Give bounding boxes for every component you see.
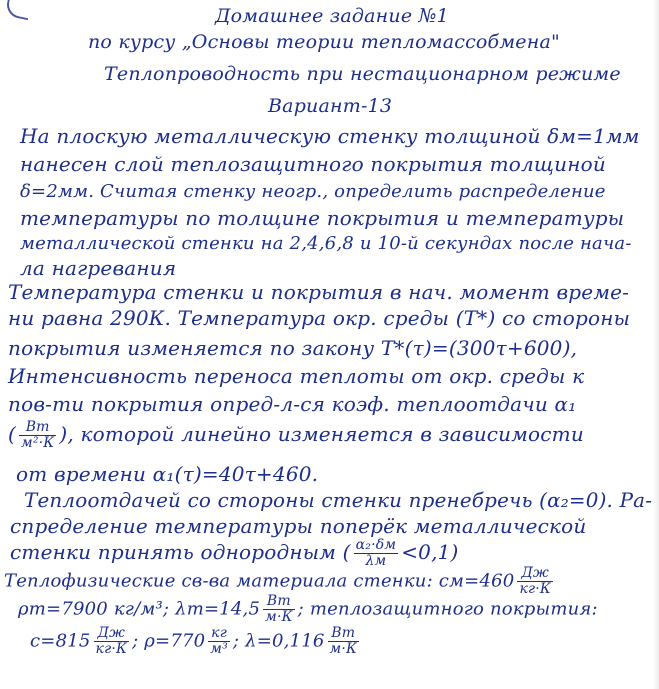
text-line-18 [18, 594, 598, 625]
text-line-16 [10, 538, 459, 569]
lambda-m-units-fraction: $\frac{Вт}{м\cdot К}$ [265, 593, 293, 625]
text-line-6: ла нагревания [20, 256, 177, 280]
text-line-12 [8, 420, 584, 451]
title-line-4: Вариант-13 [268, 95, 393, 117]
text-line-15: спределение температуры поперёк металлической [10, 514, 587, 538]
rho-value: ; ρ=770 [132, 630, 206, 652]
biot-open: ( [342, 540, 351, 564]
text-line-9: покрытия изменяется по закону T*(τ)=(300τ+600), [8, 336, 578, 360]
lambda-value: ; λ=0,116 [232, 630, 325, 652]
text-line-5: металлической стенки на 2,4,6,8 и 10-й секундах после нача- [20, 233, 632, 254]
text-line-8: ни равна 290К. Температура окр. среды (T*) со стороны [8, 306, 631, 330]
text-line-11: пов-ти покрытия опред-л-ся коэф. теплоотдачи α₁ [8, 392, 577, 416]
text-line-3: δ=2мм. Считая стенку неогр., определить распределение [20, 181, 606, 202]
title-line-1: Домашнее задание №1 [215, 5, 449, 27]
text-line-7: Температура стенки и покрытия в нач. момент време- [8, 280, 630, 304]
text-line-14: Теплоотдачей со стороны стенки пренебречь (α₂=0). Ра- [24, 488, 653, 512]
page-edge-shadow [653, 0, 659, 689]
text-line-2: нанесен слой теплозащитного покрытия толщиной [20, 152, 606, 176]
text-line-1: На плоскую металлическую стенку толщиной δм=1мм [20, 124, 640, 148]
lambda-units-fraction: $\frac{Вт}{м\cdot К}$ [329, 625, 358, 657]
text-line-4: температуры по толщине покрытия и температуры [20, 206, 625, 230]
title-line-2: по курсу „Основы теории тепломассобмена" [88, 31, 560, 53]
cm-units-fraction: $\frac{Дж}{кг\cdot К}$ [519, 565, 551, 597]
text-line-19 [30, 626, 362, 657]
text-line-10: Интенсивность переноса теплоты от окр. среды к [8, 364, 585, 388]
c-value: c=815 [30, 630, 91, 652]
paren-open: ( [8, 422, 17, 446]
rho-units-fraction: $\frac{кг}{\text{м³}}$ [210, 625, 228, 657]
title-line-3: Теплопроводность при нестационарном режиме [104, 63, 621, 85]
text-line-12-body: которой линейно изменяется в зависимости [80, 422, 584, 446]
paren-close: ), [59, 422, 74, 446]
c-units-fraction: $\frac{Дж}{кг\cdot К}$ [95, 625, 128, 657]
biot-fraction: $\frac{\text{α₂·δм}}{\lambda м}$ [355, 537, 397, 569]
text-line-16-body: стенки принять однородным [10, 540, 337, 564]
text-line-13: от времени α₁(τ)=40τ+460. [16, 462, 319, 486]
corner-pen-mark [4, 0, 31, 20]
alpha-units-fraction: $\frac{Вт}{\text{м²·К}}$ [21, 419, 55, 451]
coating-label: ; теплозащитного покрытия: [297, 598, 598, 620]
biot-tail: <0,1) [401, 540, 459, 564]
text-line-17-body: Теплофизические св-ва материала стенки: cм=460 [4, 570, 515, 592]
rho-m-lambda-m: ρm=7900 кг/м³; λm=14,5 [18, 598, 261, 620]
